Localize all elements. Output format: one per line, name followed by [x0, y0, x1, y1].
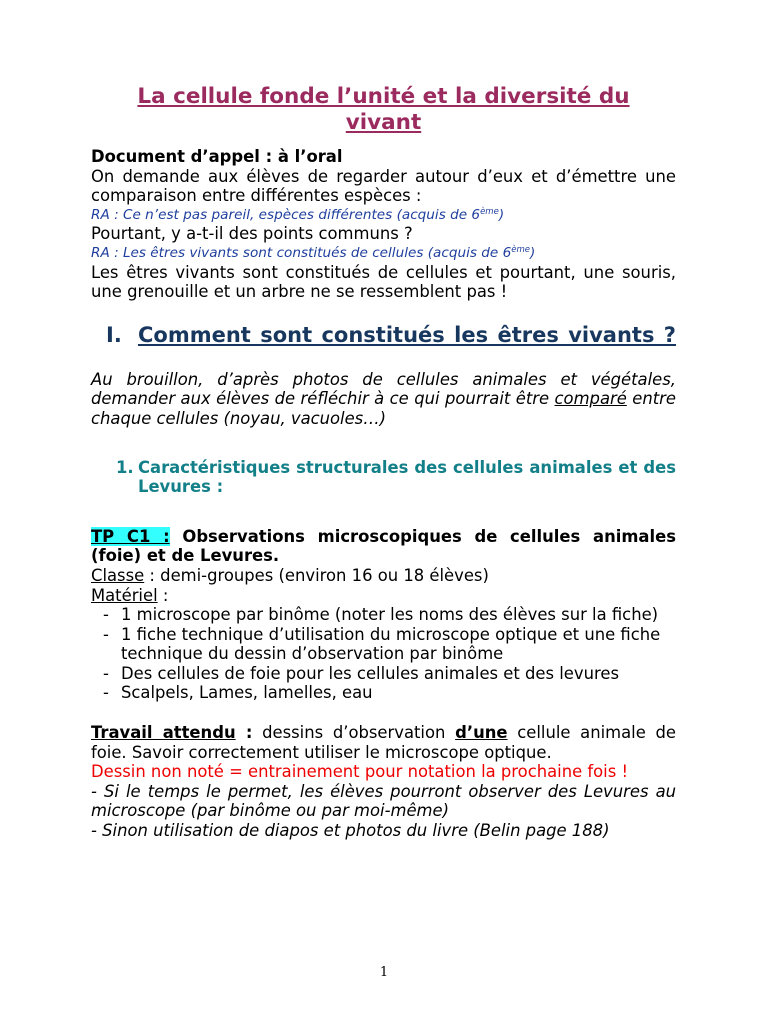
- list-item-text: 1 microscope par binôme (noter les noms des élèves sur la fiche): [121, 605, 659, 625]
- tp-heading: [91, 527, 676, 566]
- travail-emph: d’une: [455, 723, 508, 743]
- page-title: La cellule fonde l’unité et la diversité du vivant: [137, 84, 630, 135]
- page-number: 1: [379, 965, 389, 980]
- s1-p-start: Au brouillon, d’après photos de cellules animales et végétales, demander aux élèves de réfléchir à ce qui pourrait être: [91, 369, 676, 409]
- classe-value: : demi-groupes (environ 16 ou 18 élèves): [144, 565, 489, 585]
- ra1-end: ): [498, 206, 505, 223]
- intro-paragraph: On demande aux élèves de regarder autour d’eux et d’émettre une comparaison entre différentes espèces :: [91, 166, 676, 206]
- warning-note: Dessin non noté = entrainement pour notation la prochaine fois !: [91, 762, 629, 782]
- s1-p-end: entre chaque cellules (noyau, vacuoles…): [91, 389, 676, 428]
- travail-text-a: dessins d’observation: [252, 723, 456, 743]
- materiel-list: [91, 605, 676, 703]
- subsection-1-title: Caractéristiques structurales des cellules animales et des Levures :: [138, 457, 676, 497]
- materiel-label: Matériel: [91, 585, 158, 605]
- tp-classe: [91, 566, 676, 586]
- travail-text-b: cellule animale de foie. Savoir correctement utiliser le microscope optique.: [91, 723, 676, 762]
- ra1-text: RA : Ce n’est pas pareil, espèces différentes (acquis de 6: [91, 206, 481, 223]
- bullet-dash: -: [103, 624, 109, 644]
- ra1-sup: ème: [480, 206, 499, 217]
- list-item-text: 1 fiche technique d’utilisation du microscope optique et une fiche technique du dessin d’observation par binôme: [121, 624, 661, 664]
- tp-label: TP C1 :: [91, 526, 170, 546]
- s1-p-underlined: comparé: [554, 389, 627, 409]
- travail-colon: :: [235, 723, 253, 743]
- tp-materiel: [91, 586, 676, 606]
- section-1-paragraph: [91, 370, 676, 429]
- classe-label: Classe: [91, 565, 145, 585]
- intro-question: Pourtant, y a-t-il des points communs ?: [91, 224, 413, 244]
- ra2-sup: ème: [511, 244, 530, 255]
- list-item: [91, 605, 676, 625]
- travail-label: Travail attendu: [91, 723, 236, 743]
- section-1-number: I.: [106, 322, 122, 347]
- intro-heading: Document d’appel : à l’oral: [91, 147, 343, 166]
- subsection-1-heading: [116, 458, 676, 497]
- document-page: [91, 84, 676, 841]
- expected-answer-1: [91, 206, 676, 225]
- subsection-1-number: 1.: [116, 457, 134, 477]
- travail-attendu: [91, 723, 676, 762]
- section-1-title: Comment sont constitués les êtres vivants ?: [138, 322, 676, 347]
- list-item-text: Des cellules de foie pour les cellules animales et des levures: [121, 663, 619, 683]
- intro-conclusion: Les êtres vivants sont constitués de cellules et pourtant, une souris, une grenouille et un arbre ne se ressemblent pas !: [91, 262, 676, 302]
- list-item: [91, 683, 676, 703]
- bullet-dash: -: [103, 663, 109, 683]
- expected-answer-2: [91, 244, 676, 263]
- tp-title: Observations microscopiques de cellules animales (foie) et de Levures.: [91, 526, 676, 566]
- list-item: [91, 625, 676, 664]
- ra2-end: ): [529, 244, 536, 261]
- bullet-dash: -: [103, 605, 109, 625]
- materiel-suffix: :: [157, 585, 169, 605]
- list-item: [91, 664, 676, 684]
- ra2-text: RA : Les êtres vivants sont constitués de cellules (acquis de 6: [91, 244, 512, 261]
- note-levures: - Si le temps le permet, les élèves pourront observer des Levures au microscope (par binôme ou par moi-même): [91, 781, 676, 821]
- note-diapos: - Sinon utilisation de diapos et photos du livre (Belin page 188): [91, 821, 610, 841]
- section-1-heading: [106, 322, 676, 348]
- list-item-text: Scalpels, Lames, lamelles, eau: [121, 683, 373, 703]
- bullet-dash: -: [103, 683, 109, 703]
